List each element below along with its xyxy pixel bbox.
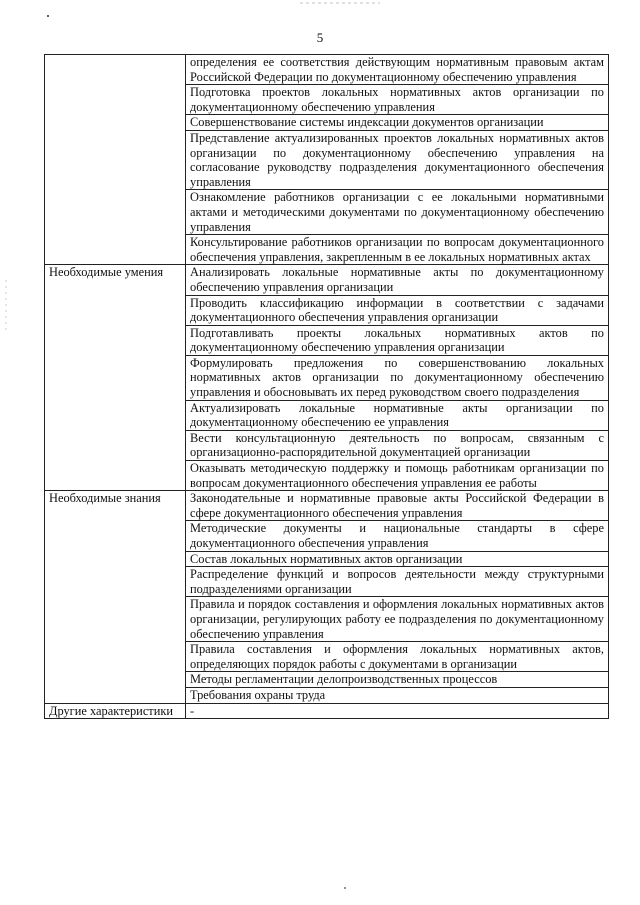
section-item: Состав локальных нормативных актов организации	[186, 551, 609, 567]
scan-speck	[344, 887, 346, 889]
section-item: Распределение функций и вопросов деятельности между структурными подразделениями организации	[186, 567, 609, 597]
section-item: Представление актуализированных проектов локальных нормативных актов организации по документационному обеспечению управления на согласование руководству подразделения документационного обеспечения управления	[186, 130, 609, 189]
page-number: 5	[316, 30, 324, 45]
qualification-table	[44, 54, 609, 719]
section-item: Формулировать предложения по совершенствованию локальных нормативных актов организации по документационному обеспечению управления и обосновывать их перед руководством своего подразделения	[186, 355, 609, 400]
section-item: Проводить классификацию информации в соответствии с задачами документационного обеспечения управления организации	[186, 295, 609, 325]
table-row	[45, 55, 609, 85]
section-item: Законодательные и нормативные правовые акты Российской Федерации в сфере документационного обеспечения управления	[186, 491, 609, 521]
section-item: Совершенствование системы индексации документов организации	[186, 115, 609, 131]
section-item: Консультирование работников организации по вопросам документационного обеспечения управления, закрепленным в ее локальных нормативных актах	[186, 235, 609, 265]
section-label	[45, 55, 186, 265]
section-item: Актуализировать локальные нормативные акты организации по документационному обеспечению ее управления	[186, 400, 609, 430]
section-item: Оказывать методическую поддержку и помощь работникам организации по вопросам документационного обеспечения управления ее работы	[186, 461, 609, 491]
section-label: Необходимые знания	[45, 491, 186, 703]
section-label: Необходимые умения	[45, 265, 186, 491]
section-item: Подготовка проектов локальных нормативных актов организации по документационному обеспечению управления	[186, 85, 609, 115]
table-body	[45, 55, 609, 719]
section-item: Требования охраны труда	[186, 687, 609, 703]
section-item: Методы регламентации делопроизводственных процессов	[186, 672, 609, 688]
section-item: Методические документы и национальные стандарты в сфере документационного обеспечения управления	[186, 521, 609, 551]
table-row	[45, 703, 609, 719]
section-item: Ознакомление работников организации с ее локальными нормативными актами и методическими документами по документационному обеспечению управления	[186, 190, 609, 235]
section-item: определения ее соответствия действующим нормативным правовым актам Российской Федерации по документационному обеспечению управления	[186, 55, 609, 85]
section-item: Анализировать локальные нормативные акты по документационному обеспечению управления организации	[186, 265, 609, 295]
section-item: Подготавливать проекты локальных нормативных актов по документационному обеспечению управления организации	[186, 325, 609, 355]
scan-speck	[47, 15, 49, 17]
section-item: -	[186, 703, 609, 719]
table-row	[45, 265, 609, 295]
section-item: Правила и порядок составления и оформления локальных нормативных актов организации, регулирующих работу ее подразделения по документационному обеспечению управления	[186, 597, 609, 642]
section-label: Другие характеристики	[45, 703, 186, 719]
section-item: Вести консультационную деятельность по вопросам, связанным с организационно-распорядительной документацией организации	[186, 430, 609, 460]
table-row	[45, 491, 609, 521]
section-item: Правила составления и оформления локальных нормативных актов, определяющих порядок работы с документами в организации	[186, 642, 609, 672]
